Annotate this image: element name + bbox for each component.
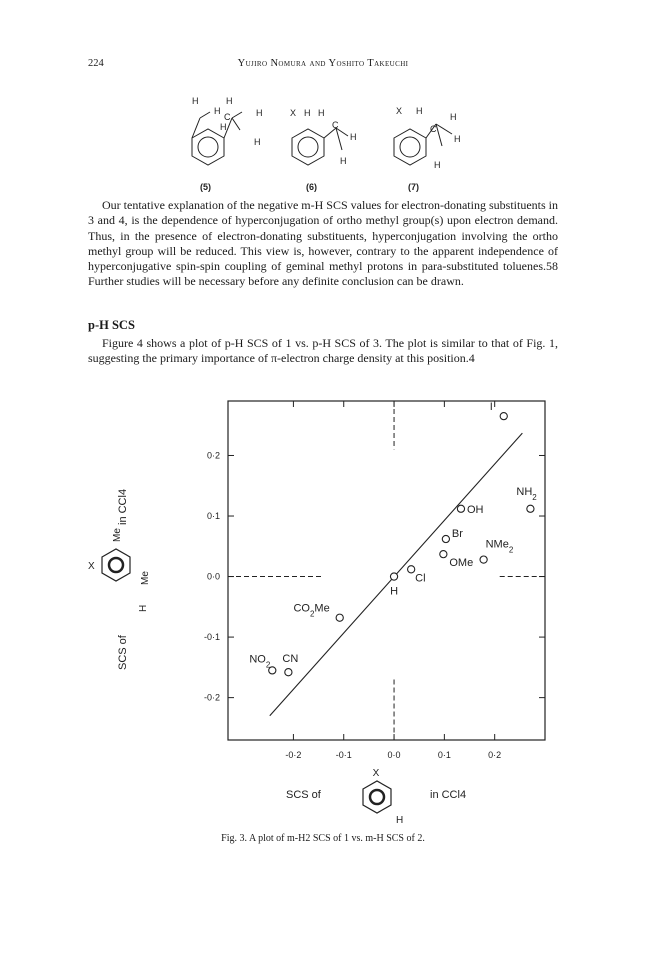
x-substituent-x: X	[372, 768, 380, 779]
data-point	[442, 535, 449, 542]
x-tick-label: -0·1	[335, 750, 352, 760]
data-point-label: NMe$_2$	[485, 538, 514, 555]
atom-label: C	[224, 112, 231, 122]
data-point	[285, 669, 292, 676]
atom-label: H	[454, 134, 461, 144]
atom-label: H	[340, 156, 347, 166]
structure-label-7: (7)	[408, 182, 419, 192]
data-point	[440, 551, 447, 558]
paragraph-2: Figure 4 shows a plot of p-H SCS of 1 vs. p-H SCS of 3. The plot is similar to that of Fig. 1, suggesting the primary importance of π-electron charge density at this position.4	[88, 336, 558, 366]
atom-label: H	[192, 96, 199, 106]
x-benzene-inner	[370, 790, 384, 804]
x-axis-label-scs: SCS of	[286, 789, 321, 801]
y-substituent-me: Me	[112, 528, 123, 542]
data-point-label: OH	[466, 503, 484, 516]
atom-label: H	[350, 132, 357, 142]
data-point	[390, 573, 397, 580]
data-point-label: H	[390, 585, 399, 598]
plot-frame	[228, 401, 545, 740]
data-point	[457, 505, 464, 512]
atom-label: H	[226, 96, 233, 106]
y-benzene-ring	[102, 549, 130, 581]
data-point-label: I	[489, 401, 493, 414]
atom-label: H	[214, 106, 221, 116]
atom-label: H	[434, 160, 441, 170]
y-benzene-inner	[109, 558, 123, 572]
structure-5	[192, 112, 242, 165]
data-point-label: $NH_2$	[516, 485, 537, 502]
x-tick-label: 0·0	[387, 750, 401, 760]
data-point	[408, 566, 415, 573]
running-title: Yujiro Nomura and Yoshito Takeuchi	[237, 58, 409, 69]
structure-label-5: (5)	[200, 182, 211, 192]
y-axis-label-solvent: in CCl4	[117, 488, 129, 525]
y-tick-label: 0·0	[206, 571, 220, 582]
x-tick-label: 0·2	[488, 750, 502, 760]
data-point-label: $NO_2$	[249, 653, 271, 669]
atom-label: H	[304, 108, 311, 118]
data-point-label: $CO_2Me$	[293, 602, 330, 619]
section-heading: p-H SCS	[88, 318, 135, 332]
data-point	[527, 505, 534, 512]
structure-7	[394, 124, 452, 165]
x-tick-label: -0·2	[285, 750, 302, 760]
atom-label: C	[430, 124, 437, 134]
page-header	[88, 58, 558, 78]
atom-label: H	[318, 108, 325, 118]
atom-label: H	[254, 137, 261, 147]
atom-label: H	[450, 112, 457, 122]
x-benzene-ring	[363, 781, 391, 813]
paragraph-1: Our tentative explanation of the negative m-H SCS values for electron-donating substituents in 3 and 4, is the dependence of hyperconjugation of ortho methyl group(s) upon electron demand. Thus, in the presence of electron-donating substituents, hyperconjugation involving the ortho methyl group will be reduced. This view is, however, contrary to the apparent independence of hyperconjugative spin-spin coupling of geminal methyl protons in para-substituted toluenes.58 Further studies will be necessary before any definite conclusion can be drawn.	[88, 198, 558, 289]
data-point-label: CN	[282, 653, 299, 666]
atom-label: X	[290, 108, 297, 118]
y-substituent-x: X	[88, 561, 95, 572]
atom-label: H	[256, 108, 263, 118]
page-number: 224	[88, 58, 104, 69]
data-point-label: Cl	[415, 572, 426, 585]
x-tick-label: 0·1	[437, 750, 451, 760]
y-axis-label-scs: SCS of	[117, 635, 129, 670]
y-tick-label: 0·1	[206, 511, 220, 522]
y-tick-label: -0·2	[203, 692, 220, 703]
x-axis-label-solvent: in CCl4	[430, 789, 467, 801]
y-tick-label: 0·2	[206, 450, 220, 461]
data-point-label: OMe	[449, 557, 474, 570]
atom-label: H	[416, 106, 423, 116]
data-point-label: Br	[451, 528, 463, 541]
y-tick-label: -0·1	[203, 632, 220, 643]
atom-label: C	[332, 120, 339, 130]
data-point	[336, 614, 343, 621]
scatter-chart	[80, 390, 560, 830]
x-substituent-h: H	[396, 815, 404, 826]
y-substituent-h: H	[138, 604, 149, 612]
data-point	[500, 413, 507, 420]
y-substituent-me2: Me	[140, 571, 151, 585]
atom-label: X	[396, 106, 403, 116]
atom-label: H	[220, 122, 227, 132]
structure-label-6: (6)	[306, 182, 317, 192]
chemical-structures	[170, 90, 490, 195]
data-point	[480, 556, 487, 563]
figure-caption: Fig. 3. A plot of m-H2 SCS of 1 vs. m-H SCS of 2.	[221, 833, 425, 844]
